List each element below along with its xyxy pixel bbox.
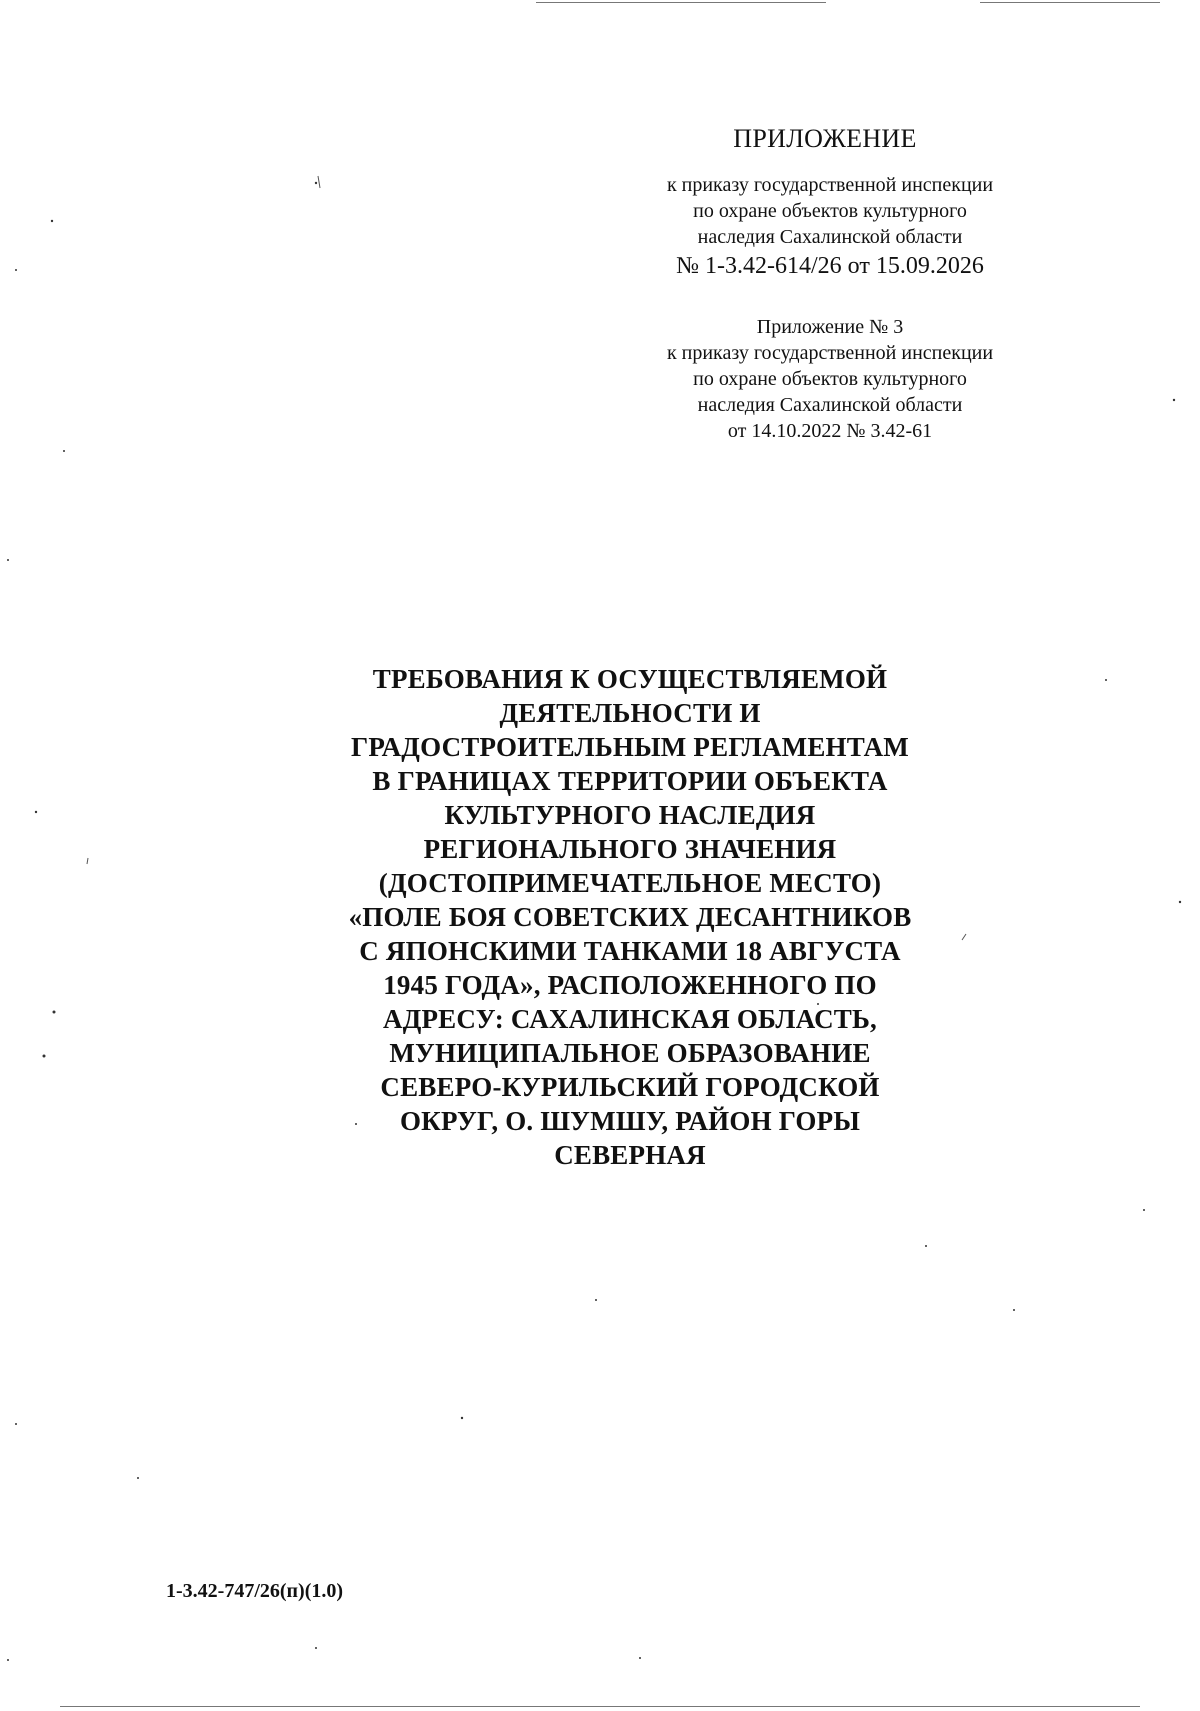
title-line: (ДОСТОПРИМЕЧАТЕЛЬНОЕ МЕСТО) bbox=[378, 868, 882, 898]
appendix3-line: от 14.10.2022 № 3.42-61 bbox=[727, 420, 933, 442]
title-line: ГРАДОСТРОИТЕЛЬНЫМ РЕГЛАМЕНТАМ bbox=[350, 732, 909, 762]
appendix-order-number: № 1-3.42-614/26 от 15.09.2026 bbox=[676, 253, 984, 279]
title-line: КУЛЬТУРНОГО НАСЛЕДИЯ bbox=[444, 800, 816, 830]
appendix3-line: наследия Сахалинской области bbox=[697, 394, 963, 416]
appendix-title: ПРИЛОЖЕНИЕ bbox=[733, 124, 917, 153]
title-line: С ЯПОНСКИМИ ТАНКАМИ 18 АВГУСТА bbox=[359, 936, 901, 966]
scan-edge-top-right bbox=[980, 2, 1160, 3]
appendix-reference bbox=[610, 172, 1050, 282]
appendix3-line: Приложение № 3 bbox=[756, 316, 904, 338]
title-line: 1945 ГОДА», РАСПОЛОЖЕННОГО ПО bbox=[383, 970, 877, 1000]
title-line: СЕВЕРНАЯ bbox=[554, 1140, 706, 1170]
document-title bbox=[300, 662, 960, 1172]
title-line: СЕВЕРО-КУРИЛЬСКИЙ ГОРОДСКОЙ bbox=[380, 1072, 880, 1102]
title-line: МУНИЦИПАЛЬНОЕ ОБРАЗОВАНИЕ bbox=[389, 1038, 871, 1068]
appendix-line: по охране объектов культурного bbox=[693, 200, 967, 222]
title-line: РЕГИОНАЛЬНОГО ЗНАЧЕНИЯ bbox=[423, 834, 837, 864]
title-line: ОКРУГ, О. ШУМШУ, РАЙОН ГОРЫ bbox=[399, 1106, 861, 1136]
title-line: АДРЕСУ: САХАЛИНСКАЯ ОБЛАСТЬ, bbox=[383, 1004, 877, 1034]
appendix3-line: по охране объектов культурного bbox=[693, 368, 967, 390]
appendix3-reference bbox=[610, 314, 1050, 444]
appendix-line: к приказу государственной инспекции bbox=[666, 174, 994, 196]
title-line: ДЕЯТЕЛЬНОСТИ И bbox=[499, 698, 761, 728]
appendix3-line: к приказу государственной инспекции bbox=[666, 342, 994, 364]
scan-edge-bottom bbox=[60, 1706, 1140, 1707]
title-line: ТРЕБОВАНИЯ К ОСУЩЕСТВЛЯЕМОЙ bbox=[372, 664, 888, 694]
title-line: «ПОЛЕ БОЯ СОВЕТСКИХ ДЕСАНТНИКОВ bbox=[348, 902, 912, 932]
document-code: 1-3.42-747/26(п)(1.0) bbox=[166, 1580, 344, 1602]
appendix-line: наследия Сахалинской области bbox=[697, 226, 963, 248]
scan-edge-top bbox=[536, 2, 826, 3]
title-line: В ГРАНИЦАХ ТЕРРИТОРИИ ОБЪЕКТА bbox=[372, 766, 888, 796]
